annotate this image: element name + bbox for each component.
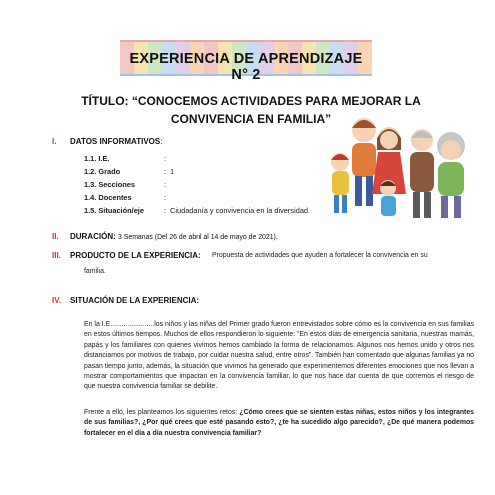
grandma-figure xyxy=(437,132,465,218)
section-number: II. xyxy=(52,232,59,241)
banner-title: EXPERIENCIA DE APRENDIZAJE N° 2 xyxy=(129,51,363,83)
info-row xyxy=(84,152,310,165)
document-title: TÍTULO: “CONOCEMOS ACTIVIDADES PARA MEJORAR LA CONVIVENCIA EN FAMILIA” xyxy=(81,94,421,126)
challenge-intro: Frente a ello, les planteamos los siguientes retos: xyxy=(84,409,240,416)
info-row xyxy=(84,191,310,204)
section-label: SITUACIÓN DE LA EXPERIENCIA: xyxy=(70,296,200,305)
section-producto xyxy=(52,251,201,260)
info-value: Ciudadanía y convivencia en la diversidad. xyxy=(170,206,311,215)
info-label: 1.4. Docentes xyxy=(84,193,132,202)
product-description: Propuesta de actividades que ayuden a fortalecer la convivencia en su xyxy=(212,252,428,259)
challenge-questions: ¿Cómo crees que se sienten estas niñas, estos niños y los integrantes de sus familias?, ¿Por qué crees que esté pasando esto?, ¿te ha sucedido algo parecido?, ¿De qué manera podemos fortalecer en el día a día nuestra convivencia familiar? xyxy=(84,409,474,437)
section-number: I. xyxy=(52,137,57,146)
info-separator: : xyxy=(164,154,167,163)
section-label: DATOS INFORMATIVOS xyxy=(70,137,161,146)
info-separator: : xyxy=(164,206,167,215)
challenge-paragraph xyxy=(84,408,474,439)
info-row xyxy=(84,204,310,217)
section-datos-informativos xyxy=(52,137,163,146)
grandpa-figure xyxy=(410,129,434,218)
info-list xyxy=(84,152,310,217)
section-label: DURACIÓN: xyxy=(70,232,116,241)
info-separator: : xyxy=(164,193,167,202)
section-value: 3 Semanas (Del 26 de abril al 14 de mayo de 2021). xyxy=(118,234,278,241)
family-cartoon-icon xyxy=(326,110,482,230)
situation-paragraph: En la I.E.......................los niños y las niñas del Primer grado fueron entrevistados sobre cómo es la convivencia en sus familias en estos últimos tiempos. Muchos de ellos respondieron lo siguiente: “En estos días de emergencia sanitaria, nuestras mamás, papás y los familiares con quienes vivimos hemos cambiado la forma de relacionarnos. Algunos nos hemos unido y otros nos distanciamos por motivos de trabajo, por cuidar nuestra salud, entre otros”. También han comentado que algunas familias ya no pasan tiempo junto, además, la situación que vivimos ha generado que experimentemos diferentes emociones que nos llevan a mostrar comportamientos que impactan en la convivencia familiar, lo que nos hace dar cuenta de que corremos el riesgo de que nuestra convivencia familiar se debilite. xyxy=(84,321,474,391)
info-value: 1 xyxy=(170,167,175,176)
info-label: 1.5. Situación/eje xyxy=(84,206,144,215)
info-label: 1.1. I.E. xyxy=(84,154,110,163)
info-separator: : xyxy=(164,180,167,189)
section-number: III. xyxy=(52,251,61,260)
section-label: PRODUCTO DE LA EXPERIENCIA: xyxy=(70,251,201,260)
section-number: IV. xyxy=(52,296,62,305)
info-label: 1.2. Grado xyxy=(84,167,121,176)
info-separator: : xyxy=(164,167,167,176)
product-description-cont: familia. xyxy=(84,268,106,275)
title-banner xyxy=(120,40,372,83)
section-situacion xyxy=(52,296,200,305)
info-row xyxy=(84,165,310,178)
section-suffix: : xyxy=(160,137,163,146)
info-row xyxy=(84,178,310,191)
info-label: 1.3. Secciones xyxy=(84,180,135,189)
section-duracion xyxy=(52,232,278,241)
